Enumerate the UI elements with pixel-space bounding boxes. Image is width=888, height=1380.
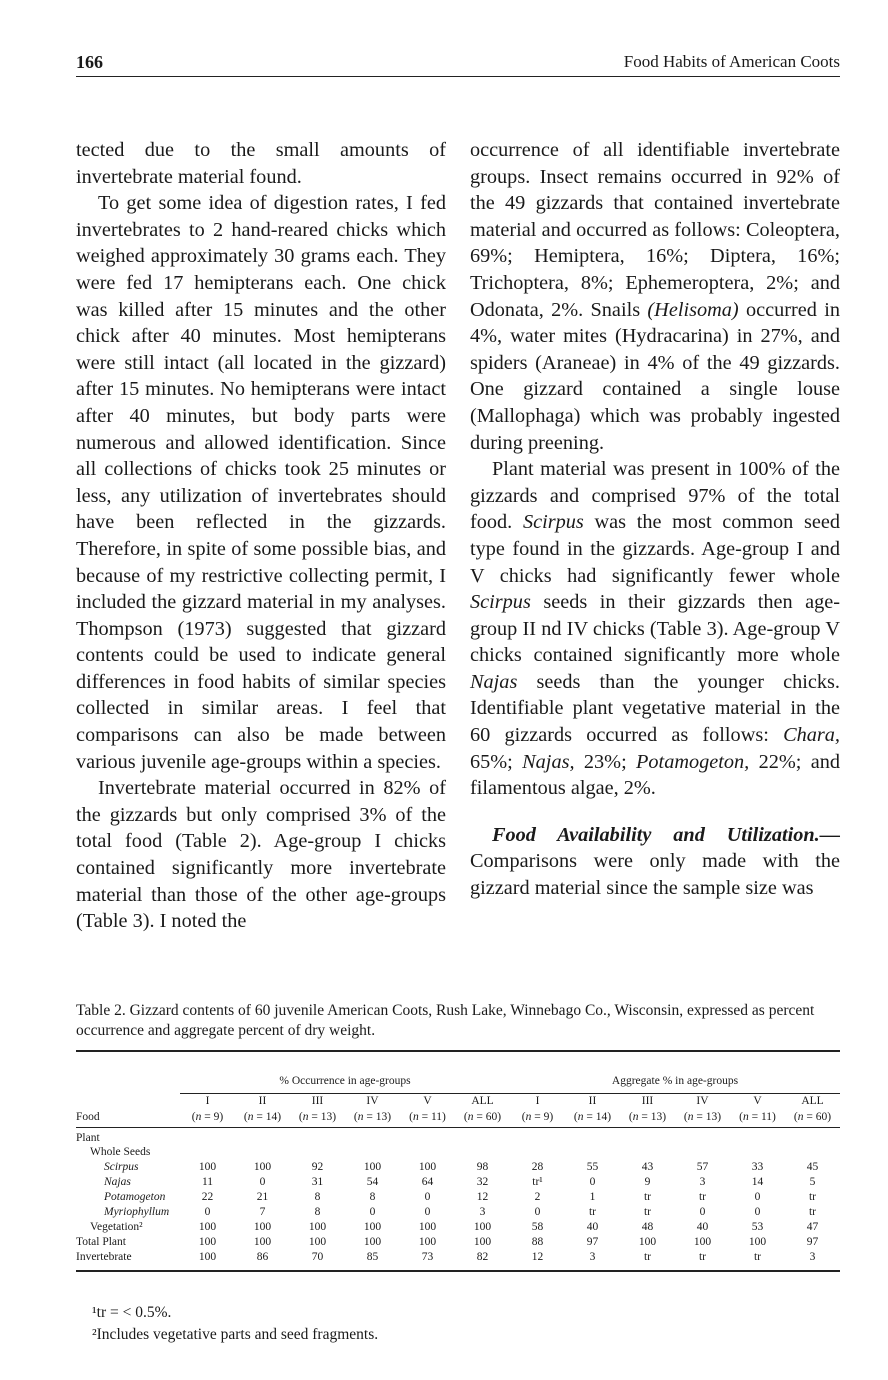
aggregate-value: 12 [531, 1250, 544, 1263]
right-column [470, 137, 840, 902]
table-cell [785, 1145, 840, 1160]
aggregate-value: 88 [531, 1235, 544, 1248]
occurrence-value: 8 [314, 1205, 321, 1218]
sample-size-header: (n = 14) [243, 1111, 282, 1124]
aggregate-value: tr [643, 1190, 652, 1203]
aggregate-value: 48 [641, 1220, 654, 1233]
occurrence-value: 100 [363, 1220, 382, 1233]
aggregate-value: tr [698, 1190, 707, 1203]
table-cell [620, 1127, 675, 1145]
occurrence-value: 7 [259, 1205, 266, 1218]
occurrence-value: 64 [421, 1175, 434, 1188]
occurrence-value: 86 [256, 1250, 269, 1263]
left-paragraph-1: tected due to the small amounts of invertebrate material found. [76, 139, 446, 188]
table-cell [235, 1127, 290, 1145]
table-cell [235, 1145, 290, 1160]
table-cell [76, 1093, 180, 1109]
aggregate-value: 40 [696, 1220, 709, 1233]
occurrence-value: 100 [308, 1235, 327, 1248]
occurrence-value: 0 [424, 1205, 431, 1218]
aggregate-value: 97 [806, 1235, 819, 1248]
section-heading: Food Availability and Utilization.— [492, 823, 840, 846]
occurrence-value: 100 [363, 1160, 382, 1173]
occurrence-value: 0 [204, 1205, 211, 1218]
right-paragraph-2: Plant material was present in 100% of the gizzards and comprised 97% of the total food. Scirpus was the most common seed type found in the gizzards. Age-group I and V chicks had significantly fewer whole Scirpus seeds in their gizzards then age-group II nd IV chicks (Table 3). Age-group V chicks contained significantly more whole Najas seeds than the younger chicks. Identifiable plant vegetative material in the 60 gizzards occurred as follows: Chara, 65%; Najas, 23%; Potamogeton, 22%; and filamentous algae, 2%. [470, 458, 841, 800]
occurrence-value: 100 [253, 1160, 272, 1173]
aggregate-value: tr [588, 1205, 597, 1218]
aggregate-group-header: Aggregate % in age-groups [510, 1071, 840, 1093]
occurrence-value: 54 [366, 1175, 379, 1188]
age-group-header: ALL [471, 1094, 494, 1107]
table-row [76, 1190, 840, 1205]
running-title: Food Habits of American Coots [623, 52, 840, 71]
aggregate-value: tr [643, 1250, 652, 1263]
aggregate-value: 43 [641, 1160, 654, 1173]
aggregate-value: 47 [806, 1220, 819, 1233]
footnote-1: ¹tr = < 0.5%. [92, 1304, 172, 1321]
table-cell [290, 1145, 345, 1160]
aggregate-value: 0 [534, 1205, 541, 1218]
sample-size-header: (n = 13) [353, 1111, 392, 1124]
aggregate-value: tr¹ [532, 1175, 543, 1188]
gizzard-contents-table [76, 1050, 840, 1273]
occurrence-value: 3 [479, 1205, 486, 1218]
aggregate-value: 97 [586, 1235, 599, 1248]
table-row [76, 1271, 840, 1273]
sample-size-header: (n = 60) [463, 1111, 502, 1124]
table-cell [730, 1145, 785, 1160]
aggregate-value: tr [808, 1205, 817, 1218]
aggregate-value: 0 [699, 1205, 706, 1218]
aggregate-value: 100 [748, 1235, 767, 1248]
occurrence-value: 100 [198, 1235, 217, 1248]
table-cell [565, 1127, 620, 1145]
row-label: Invertebrate [76, 1250, 132, 1263]
table-row [76, 1093, 840, 1109]
occurrence-value: 70 [311, 1250, 324, 1263]
occurrence-value: 100 [253, 1235, 272, 1248]
sample-size-header: (n = 11) [739, 1111, 776, 1124]
occurrence-value: 100 [473, 1220, 492, 1233]
occurrence-value: 100 [418, 1160, 437, 1173]
food-header: Food [76, 1111, 100, 1124]
age-group-header: ALL [801, 1094, 824, 1107]
right-paragraph-3: Food Availability and Utilization.— Comparisons were only made with the gizzard material since the sample size was [470, 823, 840, 900]
occurrence-value: 100 [363, 1235, 382, 1248]
occurrence-value: 8 [369, 1190, 376, 1203]
table-cell [400, 1145, 455, 1160]
aggregate-value: 33 [751, 1160, 764, 1173]
table-row [76, 1145, 840, 1160]
aggregate-value: 3 [589, 1250, 596, 1263]
aggregate-value: tr [808, 1190, 817, 1203]
table-cell [510, 1127, 565, 1145]
aggregate-value: 0 [754, 1205, 761, 1218]
occurrence-value: 12 [476, 1190, 489, 1203]
occurrence-group-header: % Occurrence in age-groups [180, 1071, 510, 1093]
aggregate-value: tr [698, 1250, 707, 1263]
sample-size-header: (n = 9) [191, 1111, 224, 1124]
table-row [76, 1175, 840, 1190]
aggregate-value: 14 [751, 1175, 764, 1188]
aggregate-value: 55 [586, 1160, 599, 1173]
table-cell [400, 1127, 455, 1145]
aggregate-value: 2 [534, 1190, 541, 1203]
sample-size-header: (n = 60) [793, 1111, 832, 1124]
table-row [76, 1051, 840, 1071]
sample-size-header: (n = 13) [298, 1111, 337, 1124]
age-group-header: I [205, 1094, 210, 1107]
table-cell [455, 1127, 510, 1145]
occurrence-value: 100 [308, 1220, 327, 1233]
occurrence-value: 0 [259, 1175, 266, 1188]
footnote-2: ²Includes vegetative parts and seed fragments. [92, 1326, 379, 1343]
occurrence-value: 21 [256, 1190, 269, 1203]
table-cell [785, 1127, 840, 1145]
occurrence-value: 100 [418, 1220, 437, 1233]
aggregate-value: 45 [806, 1160, 819, 1173]
table-row [76, 1235, 840, 1250]
table-cell [180, 1127, 235, 1145]
table-cell [675, 1127, 730, 1145]
aggregate-value: 28 [531, 1160, 544, 1173]
age-group-header: V [423, 1094, 432, 1107]
page-header [76, 52, 840, 74]
age-group-header: II [588, 1094, 597, 1107]
occurrence-value: 100 [198, 1220, 217, 1233]
table-cell [675, 1145, 730, 1160]
aggregate-value: 100 [693, 1235, 712, 1248]
row-label: Potamogeton [104, 1190, 166, 1203]
sample-size-header: (n = 13) [683, 1111, 722, 1124]
occurrence-value: 82 [476, 1250, 489, 1263]
aggregate-value: 40 [586, 1220, 599, 1233]
table-cell [345, 1145, 400, 1160]
row-label: Vegetation² [90, 1220, 143, 1233]
age-group-header: II [258, 1094, 267, 1107]
row-label: Scirpus [104, 1160, 139, 1173]
occurrence-value: 100 [198, 1160, 217, 1173]
sample-size-header: (n = 13) [628, 1111, 667, 1124]
age-group-header: V [753, 1094, 762, 1107]
table-row [76, 1071, 840, 1093]
occurrence-value: 73 [421, 1250, 434, 1263]
row-label: Myriophyllum [104, 1205, 170, 1218]
aggregate-value: 53 [751, 1220, 764, 1233]
table-cell [455, 1145, 510, 1160]
aggregate-value: 3 [699, 1175, 706, 1188]
table-row [76, 1109, 840, 1127]
occurrence-value: 92 [311, 1160, 324, 1173]
sample-size-header: (n = 11) [409, 1111, 446, 1124]
table-caption: Table 2. Gizzard contents of 60 juvenile American Coots, Rush Lake, Winnebago Co., Wisconsin, expressed as percent occurrence and aggregate percent of dry weight. [76, 1002, 815, 1039]
header-rule [76, 76, 840, 77]
table-row [76, 1127, 840, 1145]
occurrence-value: 8 [314, 1190, 321, 1203]
age-group-header: IV [366, 1094, 379, 1107]
occurrence-value: 100 [253, 1220, 272, 1233]
aggregate-value: 0 [754, 1190, 761, 1203]
right-paragraph-1: occurrence of all identifiable invertebrate groups. Insect remains occurred in 92% of the 49 gizzards that contained invertebrate material and occurred as follows: Coleoptera, 69%; Hemiptera, 16%; Diptera, 16%; Trichoptera, 8%; Ephemeroptera, 2%; and Odonata, 2%. Snails (Helisoma) occurred in 4%, water mites (Hydracarina) in 27%, and spiders (Araneae) in 4% of the 49 gizzards. One gizzard contained a single louse (Mallophaga) which was probably ingested during preening. [470, 139, 841, 454]
occurrence-value: 31 [311, 1175, 324, 1188]
table-cell [620, 1145, 675, 1160]
row-label-plant: Plant [76, 1131, 100, 1144]
sample-size-header: (n = 9) [521, 1111, 554, 1124]
age-group-header: IV [696, 1094, 709, 1107]
occurrence-value: 85 [366, 1250, 379, 1263]
aggregate-value: 58 [531, 1220, 544, 1233]
row-label-whole-seeds: Whole Seeds [90, 1145, 151, 1158]
table-row [76, 1250, 840, 1265]
aggregate-value: 0 [589, 1175, 596, 1188]
table-row [76, 1205, 840, 1220]
page-number: 166 [76, 52, 103, 72]
occurrence-value: 100 [198, 1250, 217, 1263]
row-label: Najas [104, 1175, 131, 1188]
table-cell [345, 1127, 400, 1145]
table-cell [180, 1145, 235, 1160]
occurrence-value: 100 [418, 1235, 437, 1248]
left-column [76, 137, 446, 935]
table-cell [290, 1127, 345, 1145]
occurrence-value: 100 [473, 1235, 492, 1248]
occurrence-value: 32 [476, 1175, 489, 1188]
aggregate-value: 1 [589, 1190, 596, 1203]
aggregate-value: tr [643, 1205, 652, 1218]
table-row [76, 1220, 840, 1235]
aggregate-value: 5 [809, 1175, 816, 1188]
left-paragraph-3: Invertebrate material occurred in 82% of the gizzards but only comprised 3% of the total food (Table 2). Age-group I chicks contained significantly more invertebrate material than those of the other age-groups (Table 3). I noted the [76, 777, 446, 933]
table-cell [565, 1145, 620, 1160]
table-cell [510, 1145, 565, 1160]
aggregate-value: 9 [644, 1175, 651, 1188]
table-cell [76, 1071, 180, 1093]
age-group-header: III [641, 1094, 654, 1107]
occurrence-value: 0 [424, 1190, 431, 1203]
table-cell [730, 1127, 785, 1145]
occurrence-value: 98 [476, 1160, 489, 1173]
aggregate-value: tr [753, 1250, 762, 1263]
occurrence-value: 11 [201, 1175, 214, 1188]
sample-size-header: (n = 14) [573, 1111, 612, 1124]
table-row [76, 1160, 840, 1175]
aggregate-value: 3 [809, 1250, 816, 1263]
age-group-header: I [535, 1094, 540, 1107]
row-label: Total Plant [76, 1235, 126, 1248]
left-paragraph-2: To get some idea of digestion rates, I fed invertebrates to 2 hand-reared chicks which weighed approximately 30 grams each. They were fed 17 hemipterans each. One chick was killed after 15 minutes and the other chick after 40 minutes. Most hemipterans were still intact (all located in the gizzard) after 15 minutes. No hemipterans were intact after 40 minutes, but body parts were numerous and allowed identification. Since all collections of chicks took 25 minutes or less, any utilization of invertebrates should have been reflected in the gizzards. Therefore, in spite of some possible bias, and because of my restrictive collecting permit, I included the gizzard material in my analyses. Thompson (1973) suggested that gizzard contents could be used to indicate general differences in food habits of similar species collected in similar areas. I feel that comparisons can also be made between various juvenile age-groups within a species. [76, 192, 446, 773]
aggregate-value: 57 [696, 1160, 709, 1173]
age-group-header: III [311, 1094, 324, 1107]
occurrence-value: 0 [369, 1205, 376, 1218]
aggregate-value: 100 [638, 1235, 657, 1248]
occurrence-value: 22 [201, 1190, 214, 1203]
